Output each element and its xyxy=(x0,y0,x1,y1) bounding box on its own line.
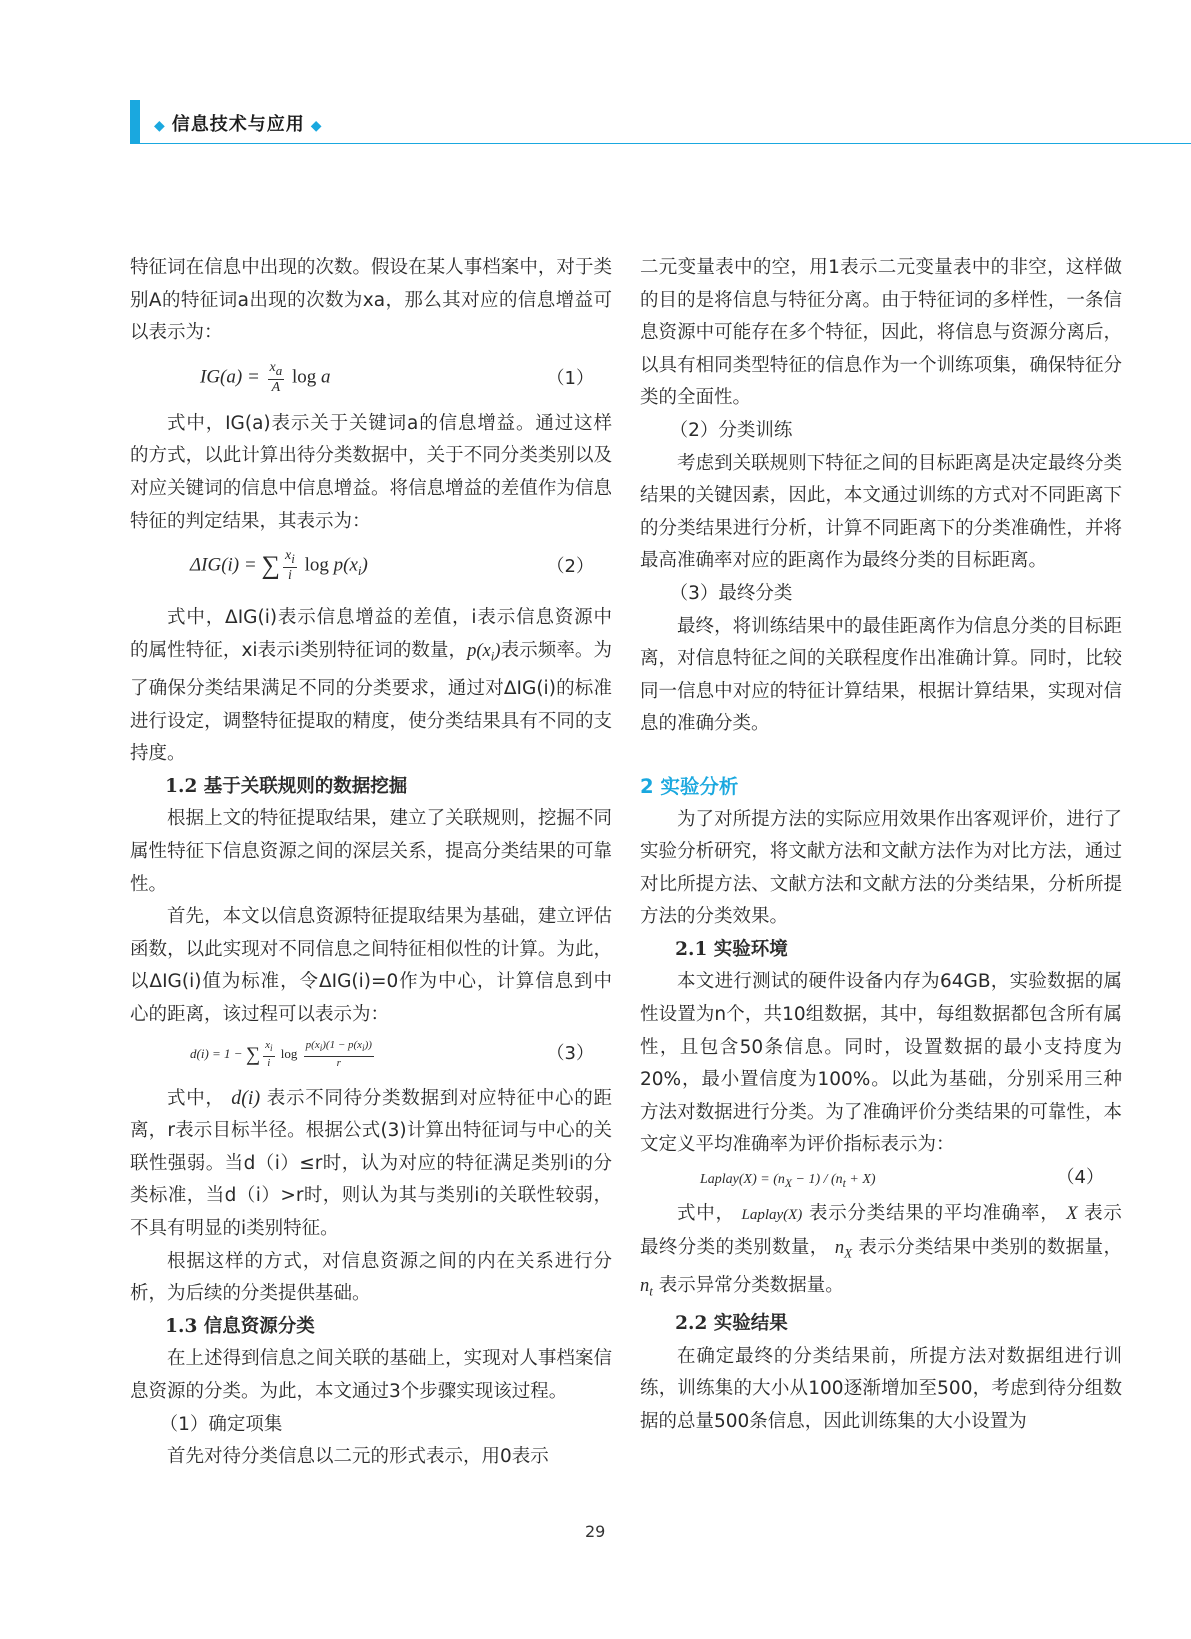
header-accent-bar xyxy=(130,100,140,144)
paragraph: 在上述得到信息之间关联的基础上，实现对人事档案信息资源的分类。为此，本文通过3个步骤实现该过程。 xyxy=(130,1348,612,1402)
step-label: （2）分类训练 xyxy=(669,419,793,441)
paragraph: 首先对待分类信息以二元的形式表示，用0表示 xyxy=(167,1446,549,1468)
right-column xyxy=(640,252,1122,1439)
paragraph: 式中， Laplay(X) 表示分类结果的平均准确率， X 表示最终分类的类别数量， $n_X$ 表示分类结果中类别的数据量， $n_t$ 表示异常分类数据量。 xyxy=(640,1203,1122,1299)
section-heading: 2.1 实验环境 xyxy=(675,938,788,960)
section-heading: 2.2 实验结果 xyxy=(675,1313,788,1335)
step-label: （1）确定项集 xyxy=(159,1413,283,1435)
equation-4 xyxy=(640,1162,1122,1198)
paragraph: 最终，将训练结果中的最佳距离作为信息分类的目标距离，对信息特征之间的关联程度作出准确计算。同时，比较同一信息中对应的特征计算结果，根据计算结果，实现对信息的准确分类。 xyxy=(640,615,1122,735)
header-rule xyxy=(140,143,1191,144)
section-heading: 1.3 信息资源分类 xyxy=(165,1315,315,1337)
equation-number: （4） xyxy=(1056,1167,1104,1189)
diamond-icon: ◆ xyxy=(310,118,323,134)
equation-number: （2） xyxy=(546,556,594,578)
math-laplay: Laplay(X) xyxy=(741,1207,803,1224)
paragraph: 根据这样的方式，对信息资源之间的内在关系进行分析，为后续的分类提供基础。 xyxy=(130,1250,612,1305)
paragraph: 式中，IG(a)表示关于关键词a的信息增益。通过这样的方式，以此计算出待分类数据中，关于不同分类类别以及对应关键词的信息中信息增益。将信息增益的差值作为信息特征的判定结果，其表示为： xyxy=(130,412,612,532)
paragraph: 本文进行测试的硬件设备内存为64GB，实验数据的属性设置为n个，共10组数据，其中，每组数据都包含所有属性，且包含50条信息。同时，设置数据的最小支持度为20%，最小置信度为100%。以此为基础，分别采用三种方法对数据进行分类。为了准确评价分类结果的可靠性，本文定义平均准确率为评价指标表示为： xyxy=(640,971,1122,1156)
section-heading: 1.2 基于关联规则的数据挖掘 xyxy=(165,775,408,797)
paragraph: 式中， d(i) 表示不同待分类数据到对应特征中心的距离，r表示目标半径。根据公式(3)计算出特征词与中心的关联性强弱。当d（i）≤r时，认为对应的特征满足类别i的分类标准，当d（i）>r时，则认为其与类别i的关联性较弱，不具有明显的i类别特征。 xyxy=(130,1086,612,1239)
paragraph: 二元变量表中的空，用1表示二元变量表中的非空，这样做的目的是将信息与特征分离。由于特征词的多样性，一条信息资源中可能存在多个特征，因此，将信息与资源分离后，以具有相同类型特征的信息作为一个训练项集，确保特征分类的全面性。 xyxy=(640,257,1122,409)
paragraph: 为了对所提方法的实际应用效果作出客观评价，进行了实验分析研究，将文献方法和文献方法作为对比方法，通过对比所提方法、文献方法和文献方法的分类结果，分析所提方法的分类效果。 xyxy=(640,808,1122,928)
equation-1 xyxy=(130,350,612,408)
equation-2 xyxy=(130,538,612,602)
paragraph: 根据上文的特征提取结果，建立了关联规则，挖掘不同属性特征下信息资源之间的深层关系，提高分类结果的可靠性。 xyxy=(130,808,612,895)
paragraph: 首先，本文以信息资源特征提取结果为基础，建立评估函数，以此实现对不同信息之间特征相似性的计算。为此，以ΔIG(i)值为标准，令ΔIG(i)=0作为中心，计算信息到中心的距离，该过程可以表示为： xyxy=(130,906,612,1025)
math-nt: $n_t$ xyxy=(640,1275,653,1299)
equation-3 xyxy=(130,1032,612,1082)
running-header xyxy=(130,100,1191,144)
paragraph: 考虑到关联规则下特征之间的目标距离是决定最终分类结果的关键因素，因此，本文通过训练的方式对不同距离下的分类结果进行分析，计算不同距离下的分类准确性，并将最高准确率对应的距离作为最终分类的目标距离。 xyxy=(640,452,1122,572)
header-title: 信息技术与应用 xyxy=(171,114,305,135)
section-heading: 2 实验分析 xyxy=(640,774,739,798)
left-column xyxy=(130,252,612,1474)
step-label: （3）最终分类 xyxy=(669,582,793,604)
equation-number: （1） xyxy=(546,367,594,389)
equation-formula: ΔIG(i) = ∑ $\frac{x_i}{i}$ $\log p(x_i)$ xyxy=(190,548,368,583)
paragraph: 在确定最终的分类结果前，所提方法对数据组进行训练，训练集的大小从100逐渐增加至500，考虑到待分组数据的总量500条信息，因此训练集的大小设置为 xyxy=(640,1345,1122,1432)
math-x: X xyxy=(1066,1204,1078,1225)
page-number: 29 xyxy=(585,1522,606,1541)
paragraph: 式中，ΔIG(i)表示信息增益的差值，i表示信息资源中的属性特征，xi表示i类别特征词的数量，$p(x_i)$表示频率。为了确保分类结果满足不同的分类要求，通过对ΔIG(i)的标准进行设定，调整特征提取的精度，使分类结果具有不同的支持度。 xyxy=(130,607,612,765)
math-di: d(i) xyxy=(231,1086,261,1109)
math-nx: $n_X$ xyxy=(834,1237,853,1261)
equation-formula: IG(a) = $\frac{x_a}{A}$ log a xyxy=(200,359,331,395)
equation-formula: d(i) = 1 − ∑ $\frac{x_i}{i}$ log $\frac{p(x_i)(1 - p(x_i))}{r}$ xyxy=(190,1039,372,1069)
diamond-icon: ◆ xyxy=(154,118,166,134)
equation-formula: Laplay(X) = $(n_X - 1) / (n_t + X)$ xyxy=(700,1172,876,1190)
math-px: $p(x_i)$ xyxy=(467,640,501,664)
paragraph: 特征词在信息中出现的次数。假设在某人事档案中，对于类别A的特征词a出现的次数为xa，那么其对应的信息增益可以表示为： xyxy=(130,257,612,344)
equation-number: （3） xyxy=(546,1042,594,1064)
